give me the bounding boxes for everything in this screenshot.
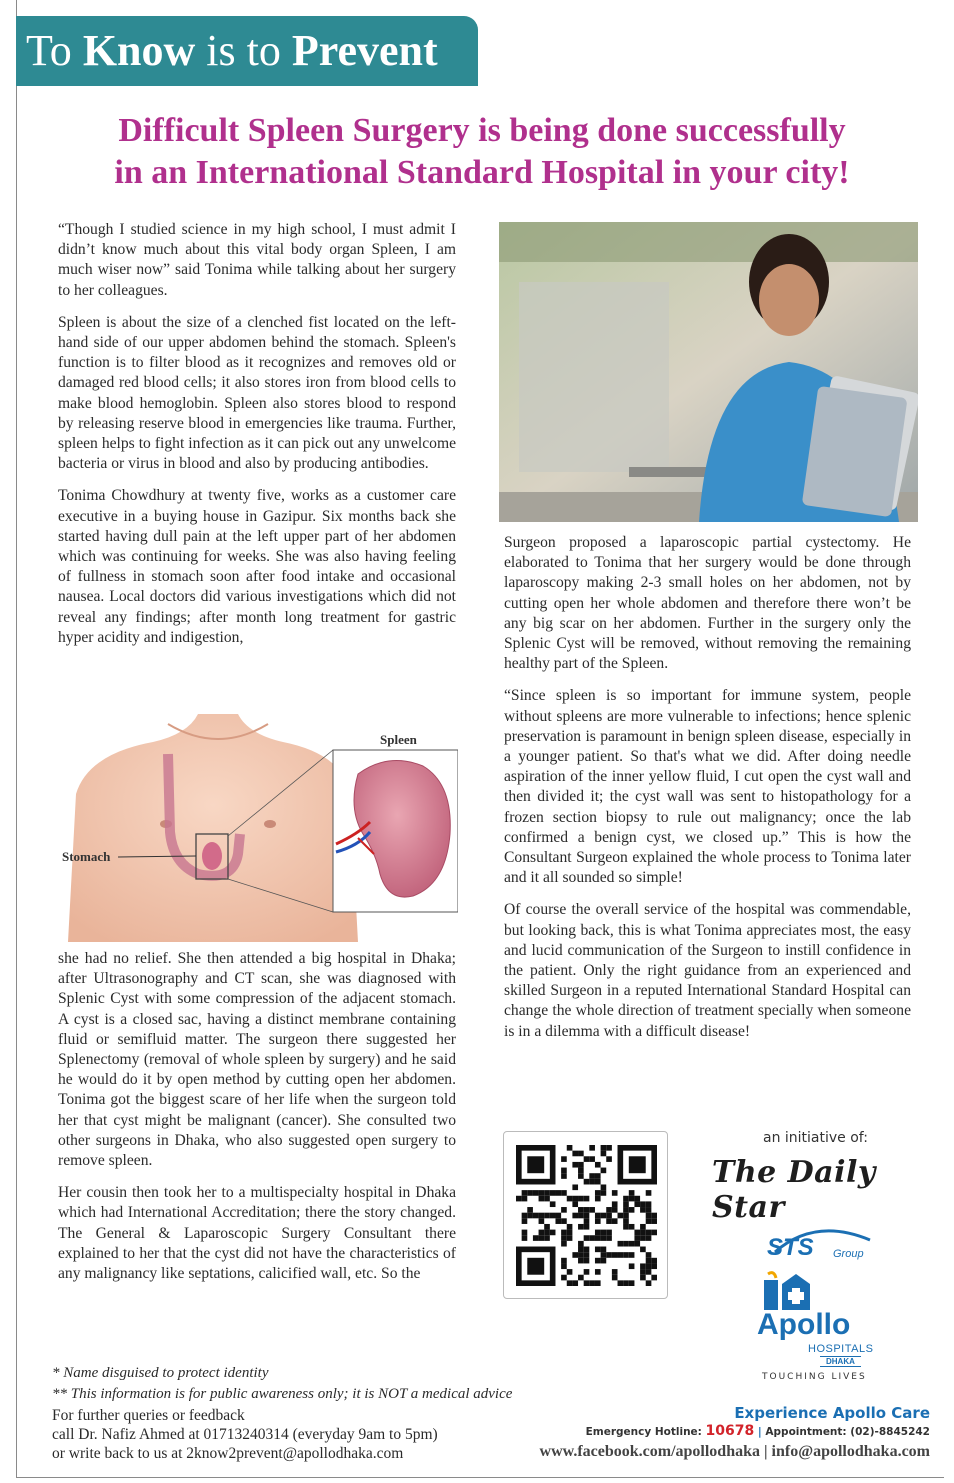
left-column-bottom xyxy=(58,949,456,1296)
appointment[interactable]: Appointment: (02)-8845242 xyxy=(765,1426,930,1438)
daily-star-logo: The Daily Star xyxy=(712,1155,876,1225)
paragraph-quote: “Though I studied science in my high school, I must admit I didn’t know much about this vital body organ Spleen, I am much wiser now” said Tonima while talking about her surgery to her colleagues. xyxy=(58,221,456,299)
left-column-top xyxy=(58,220,456,660)
experience-apollo: Experience Apollo Care xyxy=(734,1404,930,1422)
torso xyxy=(68,714,358,942)
stomach-label: Stomach xyxy=(62,849,111,864)
footnote-identity: * Name disguised to protect identity xyxy=(52,1365,269,1381)
separator: | xyxy=(757,1426,766,1438)
patient-photo xyxy=(499,222,918,522)
headline-line-2: in an International Standard Hospital in your city! xyxy=(114,154,850,191)
hotline-label: Emergency Hotline: xyxy=(585,1426,702,1438)
contact-line xyxy=(560,1423,930,1439)
paragraph-laparoscopy: Surgeon proposed a laparoscopic partial cystectomy. He elaborated to Tonima that her surgery would be done through laparoscopy making 2-3 small holes on her abdomen, not by cutting open her whole abdomen and therefore there won’t be any big scar on her abdomen. Further in the surgery only the Splenic Cyst will be removed, without removing the remaining healthy part of the Spleen. xyxy=(504,534,911,673)
paragraph-tonima: Tonima Chowdhury at twenty five, works as a customer care executive in a buying house in Gazipur. Six months back she started having dull pain at the left upper part of her abdomen which was continuing for weeks. She was also having feeling of fullness in stomach soon after food intake and occasional nausea. Local doctors did various investigations which did not reveal any findings; after month long treatment for gastric hyper acidity and indigestion, xyxy=(58,487,456,646)
spleen-label: Spleen xyxy=(380,732,417,747)
apollo-logo: Apollo xyxy=(757,1308,851,1341)
banner-mid: is to xyxy=(195,26,292,75)
apollo-hospitals: HOSPITALS xyxy=(808,1343,874,1355)
qr-code[interactable] xyxy=(503,1131,668,1299)
feedback-line-1: For further queries or feedback xyxy=(52,1407,245,1424)
email-link[interactable]: info@apollodhaka.com xyxy=(771,1443,930,1460)
hotline-number[interactable]: 10678 xyxy=(705,1423,755,1439)
footnote-disclaimer: ** This information is for public awareness only; it is NOT a medical advice xyxy=(52,1386,513,1402)
title-banner xyxy=(16,16,478,86)
sts-text: STS xyxy=(767,1234,814,1261)
sts-group-text: Group xyxy=(833,1248,864,1260)
facebook-link[interactable]: www.facebook.com/apollodhaka xyxy=(539,1443,760,1460)
headline xyxy=(30,110,934,194)
headline-line-1: Difficult Spleen Surgery is being done successfully xyxy=(118,112,846,149)
web-line xyxy=(480,1443,930,1461)
initiative-label: an initiative of: xyxy=(763,1130,868,1146)
banner-prevent: Prevent xyxy=(291,26,438,75)
banner-lead: To xyxy=(26,26,83,75)
paragraph-diagnosis: she had no relief. She then attended a big hospital in Dhaka; after Ultrasonography and CT scan, she was diagnosed with Splenic Cyst with some compression of the adjacent stomach. A cyst is a closed sac, having a distinct membrane containing fluid or semifluid matter. The surgeon there suggested her Splenectomy (removal of whole spleen by surgery) and he said he would do it by open method by cutting open her abdomen. Tonima got the biggest scare of her life when the surgeon told her that cyst might be malignant (cancer). She consulted two other surgeons in Dhaka, who also suggested open surgery to remove spleen. xyxy=(58,950,456,1170)
feedback-line-2: call Dr. Nafiz Ahmed at 01713240314 (everyday 9am to 5pm) xyxy=(52,1426,438,1443)
apollo-dhaka: DHAKA xyxy=(820,1356,861,1367)
sts-logo xyxy=(765,1222,875,1270)
right-column xyxy=(504,533,911,1054)
anatomy-illustration xyxy=(58,714,458,942)
banner-know: Know xyxy=(82,26,196,75)
separator-2: | xyxy=(764,1443,772,1460)
qr-code-icon xyxy=(516,1145,657,1286)
paragraph-conclusion: Of course the overall service of the hospital was commendable, but looking back, this is what Tonima appreciates most, the easy and lucid communication of the Surgeon to instill confidence in the patient. Only the right guidance from an experienced and skilled Surgeon in a reputed International Standard Hospital can change the whole direction of treatment specially when someone is in a dilemma with a difficult disease! xyxy=(504,901,911,1040)
paragraph-cousin: Her cousin then took her to a multispecialty hospital in Dhaka which had International Accreditation; there the story changed. The General & Laparoscopic Surgery Consultant there explained to her that the cyst did not have the characteristics of any malignancy like septations, calicified wall, etc. So the xyxy=(58,1184,456,1283)
touching-lives: TOUCHING LIVES xyxy=(762,1372,867,1382)
feedback-line-3: or write back to us at 2know2prevent@apollodhaka.com xyxy=(52,1445,404,1462)
paragraph-spleen-info: Spleen is about the size of a clenched fist located on the left-hand side of our upper abdomen behind the stomach. Spleen's function is to filter blood as it recognizes and removes old or damaged red blood cells; it also stores iron from blood cells to make blood hemoglobin. Spleen also stores blood to respond by releasing reserve blood in emergencies like trauma. Further, spleen helps to fight infection as it can pick out any unwelcome bacteria or virus in blood and also by producing antibodies. xyxy=(58,313,456,473)
paragraph-surgeon-quote: “Since spleen is so important for immune system, people without spleens are more vulnerable to infections; hence splenic preservation is paramount in benign spleen disease, especially in a younger patient. So that's what we did. After doing needle aspiration of the inner yellow fluid, I cut open the cyst wall and then divided it; the cyst wall was sent to histopathology for a frozen section biopsy to rule out malignancy; once the lab confirmed a benign cyst, we closed up.” This is how the Consultant Surgeon explained the whole process to Tonima later and it all sounded so simple! xyxy=(504,687,911,887)
